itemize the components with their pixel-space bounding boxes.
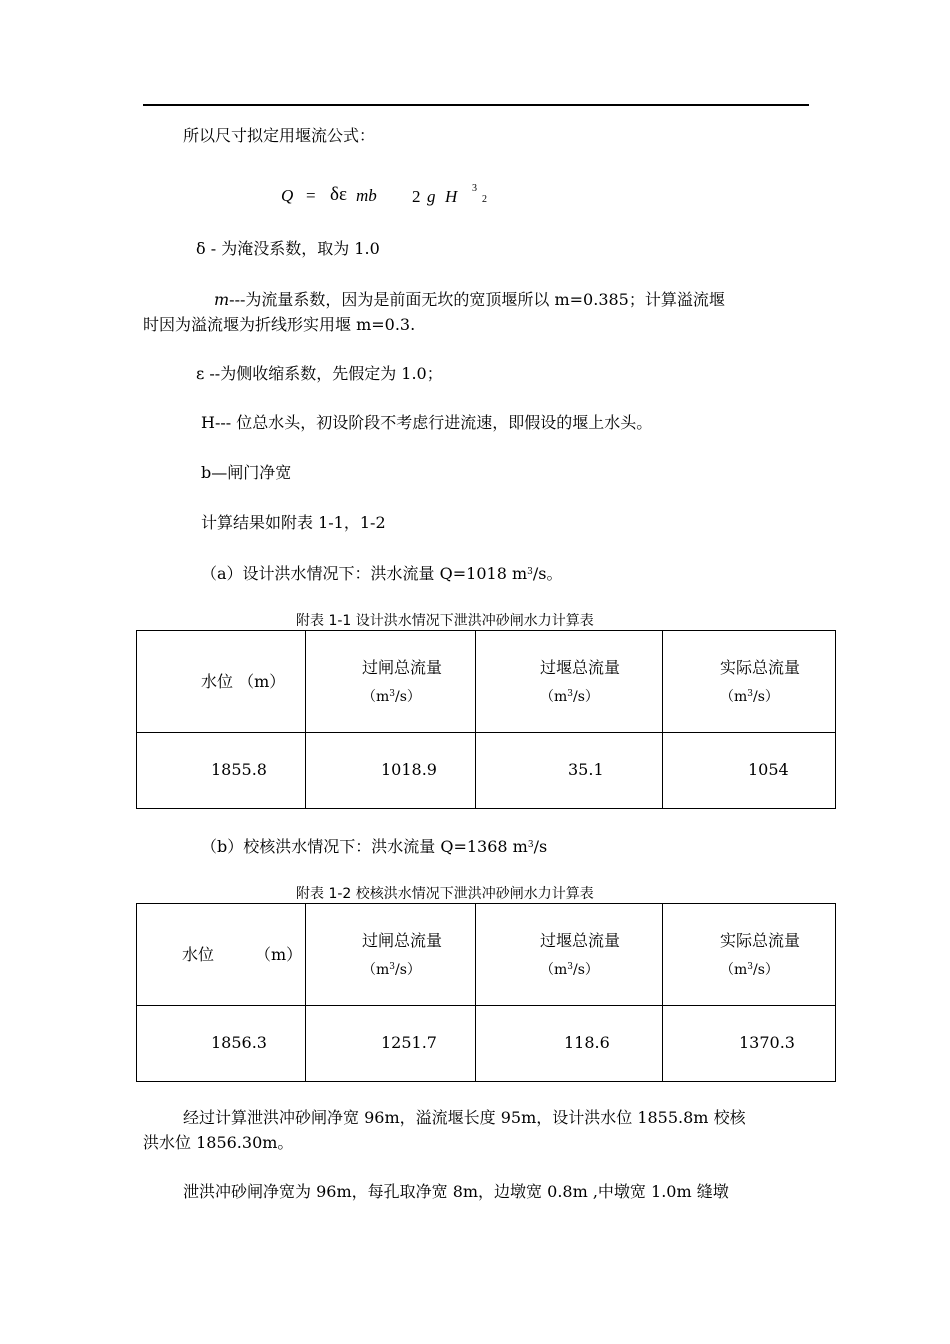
- def-m-symbol: m: [214, 290, 230, 309]
- header-rule: [143, 104, 809, 106]
- case-b-suffix: /s: [533, 837, 548, 856]
- case-a-suffix: /s。: [532, 564, 563, 583]
- intro-text: 所以尺寸拟定用堰流公式：: [183, 126, 376, 145]
- table1-header-level: 水位 （m）: [137, 631, 306, 733]
- conclusion-line1: 经过计算泄洪冲砂闸净宽 96m，溢流堰长度 95m，设计洪水位 1855.8m 校核: [183, 1108, 746, 1127]
- table2-caption: 附表 1-2 校核洪水情况下泄洪冲砂闸水力计算表: [296, 886, 594, 902]
- formula-h: H: [445, 187, 458, 206]
- formula-exp-num: 3: [472, 183, 477, 194]
- table2: [136, 903, 836, 1082]
- table1-cell-gate: 1018.9: [306, 733, 476, 809]
- def-m-line1: [214, 290, 725, 310]
- formula-g: g: [427, 187, 436, 206]
- table2-unit: $(m^3/s)$: [720, 962, 779, 978]
- def-epsilon: ε --为侧收缩系数，先假定为 1.0；: [196, 364, 443, 383]
- table2-unit: $(m^3/s)$: [540, 962, 599, 978]
- def-m-line2: 时因为溢流堰为折线形实用堰 m=0.3.: [143, 315, 416, 334]
- table1-unit: $(m^3/s)$: [540, 689, 599, 705]
- def-h: H--- 位总水头，初设阶段不考虑行进流速，即假设的堰上水头。: [201, 413, 653, 432]
- formula-eq: =: [306, 186, 316, 205]
- table-row: [137, 733, 836, 809]
- table1-caption: 附表 1-1 设计洪水情况下泄洪冲砂闸水力计算表: [296, 613, 594, 629]
- formula-delta-eps: δε: [330, 184, 347, 205]
- formula-q: Q: [281, 186, 294, 205]
- table2-cell-gate: 1251.7: [306, 1006, 476, 1082]
- table2-header-level: 水位 （m）: [137, 904, 306, 1006]
- case-a: [201, 562, 562, 584]
- def-b: b—闸门净宽: [201, 463, 292, 482]
- table2-cell-weir: 118.6: [476, 1006, 663, 1082]
- table1-unit: $(m^3/s)$: [720, 689, 779, 705]
- formula-mb: mb: [356, 186, 377, 205]
- table1: [136, 630, 836, 809]
- case-b-sup: 3: [527, 840, 534, 850]
- conclusion-line2: 洪水位 1856.30m。: [143, 1133, 294, 1152]
- conclusion2-line1: 泄洪冲砂闸净宽为 96m，每孔取净宽 8m，边墩宽 0.8m ,中墩宽 1.0m 缝墩: [183, 1182, 729, 1201]
- table1-cell-weir: 35.1: [476, 733, 663, 809]
- formula-two: 2: [412, 187, 421, 206]
- table2-header-row: [137, 904, 836, 1006]
- case-b-prefix: （b）校核洪水情况下：洪水流量 Q=1368 m: [201, 837, 528, 856]
- table2-header-actual: 实际总流量 $(m^3/s)$: [663, 904, 836, 1006]
- case-a-prefix: （a）设计洪水情况下：洪水流量 Q=1018 m: [201, 564, 528, 583]
- result-ref: 计算结果如附表 1-1，1-2: [201, 513, 386, 532]
- formula-exp-den: 2: [482, 194, 487, 205]
- table1-header-row: [137, 631, 836, 733]
- table2-cell-level: 1856.3: [137, 1006, 306, 1082]
- table1-header-gate: 过闸总流量 $(m^3/s)$: [306, 631, 476, 733]
- def-delta: δ - 为淹没系数，取为 1.0: [196, 239, 380, 258]
- table2-header-gate: 过闸总流量 $(m^3/s)$: [306, 904, 476, 1006]
- table-row: [137, 1006, 836, 1082]
- case-b: [201, 835, 547, 857]
- table1-unit: $(m^3/s)$: [362, 689, 421, 705]
- table1-header-actual: 实际总流量 $(m^3/s)$: [663, 631, 836, 733]
- def-m-text: ---为流量系数，因为是前面无坎的宽顶堰所以 m=0.385；计算溢流堰: [229, 290, 725, 309]
- table1-cell-actual: 1054: [663, 733, 836, 809]
- table2-cell-actual: 1370.3: [663, 1006, 836, 1082]
- table1-header-weir: 过堰总流量 $(m^3/s)$: [476, 631, 663, 733]
- case-a-sup: 3: [527, 567, 533, 577]
- table2-unit: $(m^3/s)$: [362, 962, 421, 978]
- table1-cell-level: 1855.8: [137, 733, 306, 809]
- table2-header-weir: 过堰总流量 $(m^3/s)$: [476, 904, 663, 1006]
